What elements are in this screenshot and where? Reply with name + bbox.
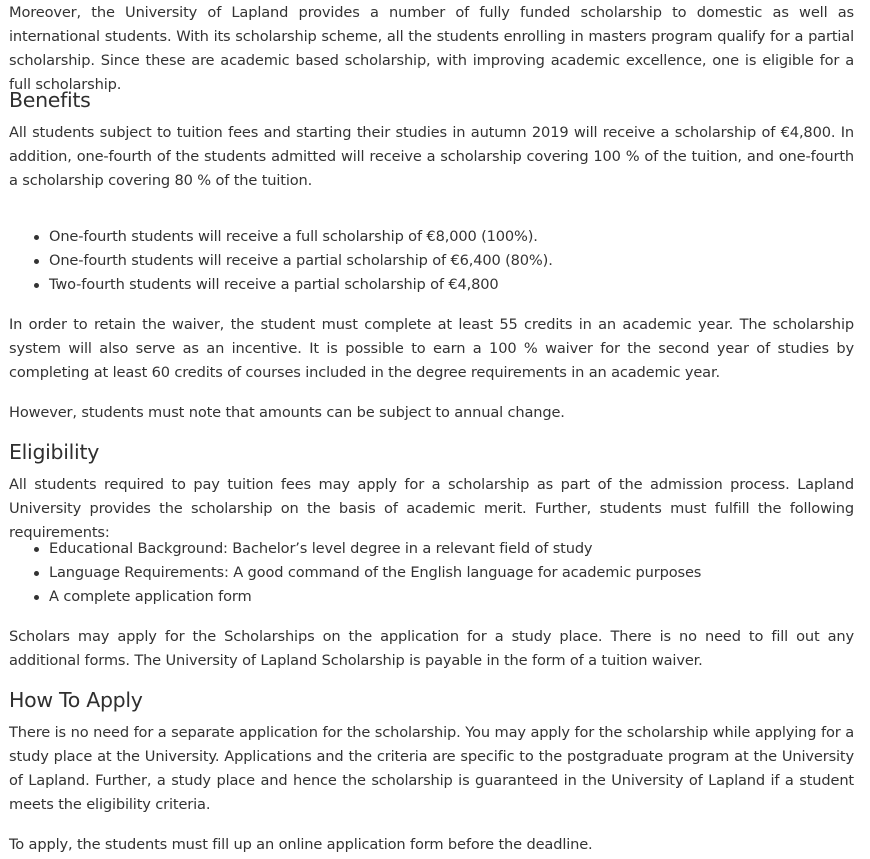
benefits-paragraph-2: In order to retain the waiver, the student must complete at least 55 credits in an academic year. The scholarship system will also serve as an incentive. It is possible to earn a 100 % waiver for the second year of studies by completing at least 60 credits of courses included in the degree requirements in an academic year.: [9, 316, 854, 381]
eligibility-paragraph-2: Scholars may apply for the Scholarships on the application for a study place. There is no need to fill out any additional forms. The University of Lapland Scholarship is payable in the form of a tuition waiver.: [9, 628, 854, 669]
eligibility-list: [9, 537, 854, 609]
benefits-list-item: One-fourth students will receive a partial scholarship of €6,400 (80%).: [49, 249, 854, 273]
eligibility-list-item: A complete application form: [49, 585, 854, 609]
how-to-apply-paragraph-1: There is no need for a separate application for the scholarship. You may apply for the scholarship while applying for a study place at the University. Applications and the criteria are specific to the postgraduate program at the University of Lapland. Further, a study place and hence the scholarship is guaranteed in the University of Lapland if a student meets the eligibility criteria.: [9, 724, 854, 813]
eligibility-heading: Eligibility: [9, 440, 100, 464]
benefits-heading: Benefits: [9, 88, 91, 112]
benefits-paragraph-3: However, students must note that amounts can be subject to annual change.: [9, 404, 565, 421]
eligibility-list-item: Educational Background: Bachelor’s level degree in a relevant field of study: [49, 537, 854, 561]
how-to-apply-paragraph-2: To apply, the students must fill up an online application form before the deadline.: [9, 836, 593, 853]
benefits-list-item: One-fourth students will receive a full scholarship of €8,000 (100%).: [49, 225, 854, 249]
benefits-list: [9, 225, 854, 297]
intro-paragraph: Moreover, the University of Lapland provides a number of fully funded scholarship to domestic as well as international students. With its scholarship scheme, all the students enrolling in masters program qualify for a partial scholarship. Since these are academic based scholarship, with improving academic excellence, one is eligible for a full scholarship.: [9, 4, 854, 93]
benefits-paragraph-1: All students subject to tuition fees and starting their studies in autumn 2019 will receive a scholarship of €4,800. In addition, one-fourth of the students admitted will receive a scholarship covering 100 % of the tuition, and one-fourth a scholarship covering 80 % of the tuition.: [9, 124, 854, 189]
benefits-list-item: Two-fourth students will receive a partial scholarship of €4,800: [49, 273, 854, 297]
how-to-apply-heading: How To Apply: [9, 688, 143, 712]
eligibility-list-item: Language Requirements: A good command of the English language for academic purposes: [49, 561, 854, 585]
eligibility-paragraph-1: All students required to pay tuition fees may apply for a scholarship as part of the admission process. Lapland University provides the scholarship on the basis of academic merit. Further, students must fulfill the following requirements:: [9, 476, 854, 541]
